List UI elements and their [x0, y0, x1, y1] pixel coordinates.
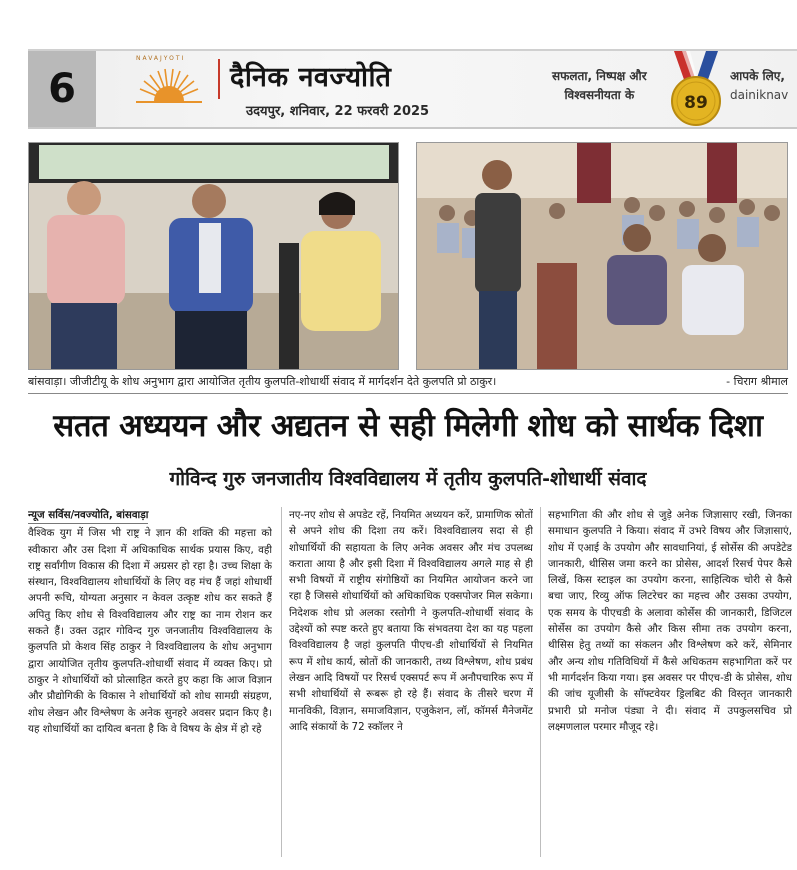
promo-line-1: आपके लिए,	[730, 69, 785, 83]
tagline	[552, 67, 647, 105]
column-2-text: नए-नए शोध से अपडेट रहें, नियमित अध्ययन करें, प्रामाणिक स्रोतों से अपने शोध की दिशा तय करें। विश्वविद्यालय सदा से ही शोधार्थियों की सहायता के लिए अनेक अवसर और मंच उपलब्ध कराता आया है और इसी दिशा में विश्वविद्यालय अगले माह से ही सभी विषयों में राष्ट्रीय संगोष्ठियों का नियमित आयोजन करने जा रहा है जिससे शोधार्थियों को अधिकाधिक एक्सपोजर मिल सकेगा। निदेशक शोध प्रो अलका रस्तोगी ने कुलपति-शोधार्थी संवाद के उद्देश्यों को स्पष्ट करते हुए बताया कि संभवतया देश का यह पहला विश्वविद्यालय है जहां कुलपति पीएच-डी शोधार्थियों से नियमित रूप में शोध कार्य, स्रोतों की जानकारी, तथ्य विश्लेषण, शोध प्रबंध लेखन आदि विषयों पर रिसर्च एक्सपर्ट रूप में अनौपचारिक रूप में सभी शोधार्थियों से रूबरू हो रहे हैं। संवाद के तीसरे चरण में मानविकी, विज्ञान, समाजविज्ञान, एजुकेशन, लॉ, कॉमर्स मैनेजमेंट आदि संकायों के 72 स्कॉलर ने	[289, 509, 533, 733]
column-1-text: वैश्विक युग में जिस भी राष्ट्र ने ज्ञान की शक्ति की महत्ता को स्वीकारा और उस दिशा में अधिकाधिक सार्थक प्रयास किए, वही राष्ट्र सर्वांगीण विकास की दिशा में अग्रसर हो रहा है। उच्च शिक्षा के संस्थान, विश्वविद्यालय शोधार्थियों के लिए वह मंच हैं जहां शोधार्थी अपनी रूचि, योग्यता अनुसार न केवल उत्कृष्ट शोध कर सकते हैं अपितु किए शोध से विश्वविद्यालय और राष्ट्र का नाम रोशन कर सकते हैं। उक्त उद्गार गोविन्द गुरु जनजातीय विश्वविद्यालय के कुलपति प्रो केशव सिंह ठाकुर ने विश्वविद्यालय के शोध अनुभाग द्वारा आयोजित तृतीय कुलपति-शोधार्थी संवाद में व्यक्त किए। प्रो ठाकुर ने शोधार्थियों को प्रोत्साहित करते हुए कहा कि आज विज्ञान और प्रौद्योगिकी के विकास ने शोधार्थियों को शोध सामग्री संग्रहण, शोध लेखन और विश्लेषण के अनेक सुनहरे अवसर प्रदान किए है। यह शोधार्थियों का दायित्व बनता है कि वे विषय के क्षेत्र में हो रहे	[28, 527, 272, 735]
photo-dignitaries-on-stage	[28, 142, 399, 370]
edition-date: उदयपुर, शनिवार, 22 फरवरी 2025	[246, 104, 430, 119]
caption-divider	[28, 393, 788, 394]
page-number: 6	[28, 51, 96, 127]
newspaper-title: दैनिक नवज्योति	[230, 62, 392, 93]
site-promo	[730, 67, 788, 105]
logo-wordmark: NAVAJYOTI	[136, 55, 186, 62]
article-column-1	[28, 507, 272, 857]
article-dateline: न्यूज सर्विस/नवज्योति, बांसवाड़ा	[28, 507, 148, 524]
masthead	[28, 49, 797, 129]
column-divider-1	[281, 507, 282, 857]
anniversary-badge-icon	[668, 51, 724, 129]
scholars-image	[417, 143, 788, 370]
website-url: dainiknav	[730, 88, 789, 102]
dignitaries-image	[29, 143, 399, 370]
tagline-line-2: विश्वसनीयता के	[564, 88, 635, 102]
caption-text: बांसवाड़ा। जीजीटीयू के शोध अनुभाग द्वारा आयोजित तृतीय कुलपति-शोधार्थी संवाद में मार्गदर्शन देते कुलपति प्रो ठाकुर।	[28, 375, 497, 388]
sunrise-logo-icon	[132, 65, 206, 107]
masthead-separator	[218, 59, 220, 99]
photo-speaker-addressing-scholars	[416, 142, 788, 370]
article-column-3	[548, 507, 792, 857]
column-3-text: सहभागिता की और शोध से जुड़े अनेक जिज्ञासाए रखी, जिनका समाधान कुलपति ने किया। संवाद में उभरे विषय और जिज्ञासाएं, शोध में एआई के उपयोग और सावधानियां, ई सोर्सेस की अपडेटेड जानकारी, थीसिस जमा करने का प्रोसेस, आदर्श रिसर्च पेपर कैसे लिखें, किस स्टाइल का उपयोग करना, साहित्यिक चोरी से कैसे बचा जाए, रिव्यु ऑफ लिटरेचर का महत्त्व और उसका उपयोग, एक समय के पीएचडी के अलावा कोर्सेस की जानकारी, डिजिटल सोर्सेस का उपयोग कैसे और किस सीमा तक उपयोग करना, थीसिस हेतु तथ्यों का संकलन और विश्लेषण करे करें, सेमिनार और अन्य शोध गतिविधियों में कैसे अधिकतम सहभागिता करें पर भी मार्गदर्शन किया गया। इस अवसर पर पीएच-डी के प्रोसेस, शोध की जांच यूजीसी के सॉफ्टवेयर ड्रिलबिट की विस्तृत जानकारी प्रभारी प्रो मनोज पंड्या ने दी। संवाद में उपकुलसचिव प्रो लक्ष्मणलाल परमार मौजूद रहे।	[548, 509, 792, 733]
photo-caption	[28, 374, 788, 390]
photo-credit: - चिराग श्रीमाल	[726, 375, 788, 388]
article-headline: सतत अध्ययन और अद्यतन से सही मिलेगी शोध को सार्थक दिशा	[53, 408, 763, 444]
column-divider-2	[540, 507, 541, 857]
article-column-2	[289, 507, 533, 857]
tagline-line-1: सफलता, निष्पक्ष और	[552, 69, 647, 83]
article-subheadline: गोविन्द गुरु जनजातीय विश्वविद्यालय में तृतीय कुलपति-शोधार्थी संवाद	[169, 468, 647, 490]
badge-number: 89	[684, 93, 708, 113]
